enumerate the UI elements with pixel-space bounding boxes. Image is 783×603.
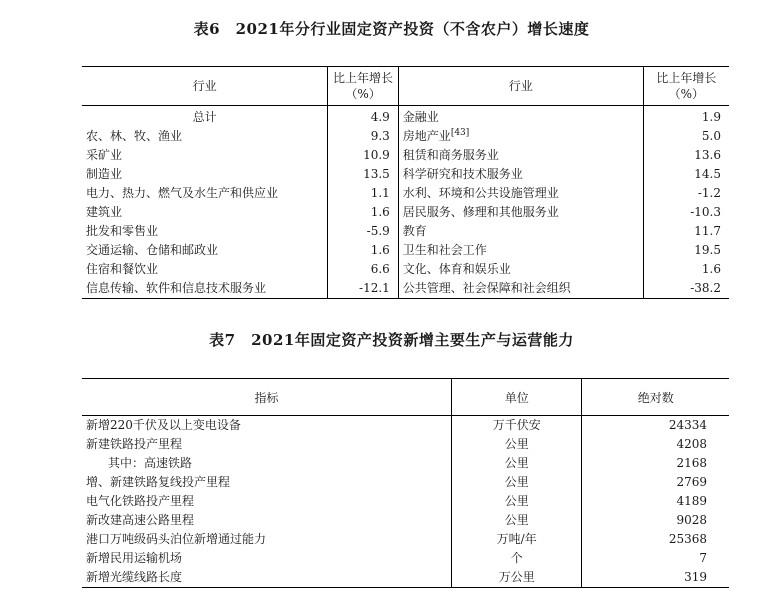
growth-value: -10.3 bbox=[643, 203, 729, 222]
industry-name: 金融业 bbox=[402, 110, 439, 124]
indicator-name: 新改建高速公路里程 bbox=[86, 513, 195, 527]
growth-value: 14.5 bbox=[643, 165, 729, 184]
growth-value: 5.0 bbox=[643, 127, 729, 146]
table6-header-industry-right: 行业 bbox=[508, 79, 533, 93]
growth-value: 1.9 bbox=[643, 106, 729, 128]
growth-value: 1.1 bbox=[328, 184, 399, 203]
table6-header-growth-left bbox=[328, 67, 399, 106]
table-row bbox=[82, 416, 729, 436]
growth-value: -1.2 bbox=[643, 184, 729, 203]
industry-name: 农、林、牧、渔业 bbox=[86, 129, 183, 143]
indicator-value: 4189 bbox=[676, 494, 707, 508]
table6-header-growth-left-line2: （%） bbox=[345, 87, 381, 101]
indicator-unit: 公里 bbox=[451, 435, 582, 454]
industry-name: 教育 bbox=[402, 224, 427, 238]
table6-title: 表6 2021年分行业固定资产投资（不含农户）增长速度 bbox=[193, 20, 590, 38]
new-production-capacity-table bbox=[82, 378, 729, 588]
indicator-unit: 公里 bbox=[451, 454, 582, 473]
table-row bbox=[82, 511, 729, 530]
growth-value: 19.5 bbox=[643, 241, 729, 260]
table-row bbox=[82, 492, 729, 511]
growth-value: 13.6 bbox=[643, 146, 729, 165]
industry-name: 总计 bbox=[192, 110, 217, 124]
indicator-name: 增、新建铁路复线投产里程 bbox=[86, 475, 231, 489]
indicator-value: 24334 bbox=[668, 418, 707, 432]
indicator-value: 7 bbox=[699, 551, 707, 565]
table-row bbox=[82, 184, 729, 203]
table-row bbox=[82, 222, 729, 241]
table6-header-growth-left-line1: 比上年增长 bbox=[333, 71, 394, 85]
growth-value: -38.2 bbox=[643, 279, 729, 299]
footnote-reference[interactable]: [43] bbox=[450, 128, 470, 138]
growth-value: 10.9 bbox=[328, 146, 399, 165]
industry-name: 科学研究和技术服务业 bbox=[402, 167, 523, 181]
industry-investment-growth-table bbox=[82, 66, 729, 299]
table7-header-row bbox=[82, 379, 729, 416]
indicator-unit: 公里 bbox=[451, 492, 582, 511]
growth-value: 11.7 bbox=[643, 222, 729, 241]
table-row bbox=[82, 127, 729, 146]
indicator-unit: 个 bbox=[451, 549, 582, 568]
industry-name: 文化、体育和娱乐业 bbox=[402, 262, 511, 276]
indicator-name: 新增民用运输机场 bbox=[86, 551, 183, 565]
table-row bbox=[82, 241, 729, 260]
table7-header-unit: 单位 bbox=[451, 379, 582, 416]
table-row bbox=[82, 279, 729, 299]
industry-name: 租赁和商务服务业 bbox=[402, 148, 499, 162]
indicator-name: 新增光缆线路长度 bbox=[82, 568, 451, 588]
growth-value: 13.5 bbox=[328, 165, 399, 184]
table6-header-growth-right bbox=[643, 67, 729, 106]
table-row bbox=[82, 260, 729, 279]
growth-value: 6.6 bbox=[328, 260, 399, 279]
industry-name: 水利、环境和公共设施管理业 bbox=[402, 186, 559, 200]
growth-value: 9.3 bbox=[328, 127, 399, 146]
indicator-name: 新建铁路投产里程 bbox=[86, 437, 183, 451]
table-row bbox=[82, 473, 729, 492]
table-row bbox=[82, 530, 729, 549]
industry-name: 公共管理、社会保障和社会组织 bbox=[398, 279, 643, 299]
indicator-unit: 万千伏安 bbox=[451, 416, 582, 436]
table7-title: 表7 2021年固定资产投资新增主要生产与运营能力 bbox=[209, 331, 574, 349]
growth-value: 4.9 bbox=[328, 106, 399, 128]
table6-header-row bbox=[82, 67, 729, 106]
growth-value: 1.6 bbox=[328, 203, 399, 222]
indicator-unit: 公里 bbox=[451, 511, 582, 530]
table-row bbox=[82, 549, 729, 568]
table-row bbox=[82, 435, 729, 454]
industry-name: 采矿业 bbox=[86, 148, 123, 162]
industry-name: 房地产业 bbox=[402, 129, 451, 143]
table7-header-value: 绝对数 bbox=[637, 390, 674, 405]
indicator-value: 2168 bbox=[676, 456, 707, 470]
industry-name-with-note bbox=[398, 127, 643, 146]
indicator-unit: 公里 bbox=[451, 473, 582, 492]
indicator-value: 4208 bbox=[676, 437, 707, 451]
table6-header-growth-right-line1: 比上年增长 bbox=[656, 71, 717, 85]
indicator-name: 新增220千伏及以上变电设备 bbox=[86, 418, 241, 432]
industry-name: 交通运输、仓储和邮政业 bbox=[86, 243, 219, 257]
growth-value: -12.1 bbox=[328, 279, 399, 299]
table-row bbox=[82, 146, 729, 165]
indicator-name: 电气化铁路投产里程 bbox=[86, 494, 195, 508]
table-row bbox=[82, 106, 729, 128]
industry-name: 居民服务、修理和其他服务业 bbox=[402, 205, 559, 219]
growth-value: -5.9 bbox=[328, 222, 399, 241]
indicator-name: 港口万吨级码头泊位新增通过能力 bbox=[86, 532, 267, 546]
table-row bbox=[82, 454, 729, 473]
table7-header-indicator: 指标 bbox=[254, 390, 279, 405]
indicator-value: 9028 bbox=[676, 513, 707, 527]
industry-name: 制造业 bbox=[86, 167, 123, 181]
indicator-unit: 万公里 bbox=[451, 568, 582, 588]
industry-name: 信息传输、软件和信息技术服务业 bbox=[82, 279, 328, 299]
indicator-value: 319 bbox=[582, 568, 729, 588]
industry-name: 建筑业 bbox=[86, 205, 123, 219]
indicator-value: 2769 bbox=[676, 475, 707, 489]
indicator-name: 其中：高速铁路 bbox=[108, 456, 193, 470]
growth-value: 1.6 bbox=[643, 260, 729, 279]
table-row bbox=[82, 165, 729, 184]
indicator-value: 25368 bbox=[668, 532, 707, 546]
table-row bbox=[82, 568, 729, 588]
table6-header-growth-right-line2: （%） bbox=[668, 87, 705, 101]
industry-name: 电力、热力、燃气及水生产和供应业 bbox=[86, 186, 279, 200]
indicator-unit: 万吨/年 bbox=[451, 530, 582, 549]
table-row bbox=[82, 203, 729, 222]
industry-name: 卫生和社会工作 bbox=[402, 243, 487, 257]
growth-value: 1.6 bbox=[328, 241, 399, 260]
industry-name: 住宿和餐饮业 bbox=[86, 262, 159, 276]
industry-name: 批发和零售业 bbox=[86, 224, 159, 238]
table6-header-industry-left: 行业 bbox=[192, 79, 217, 93]
